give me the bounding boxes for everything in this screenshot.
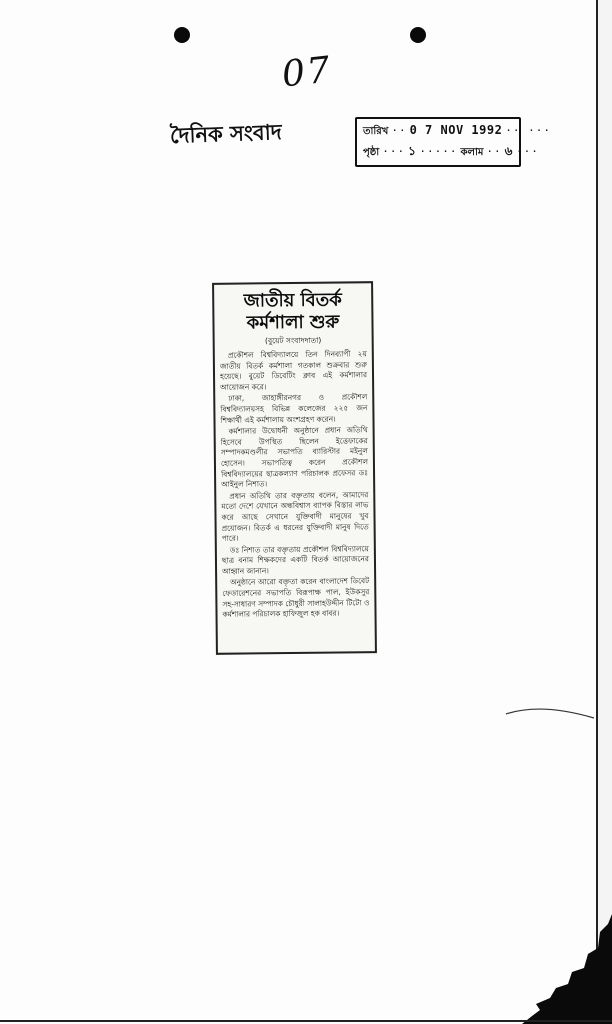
- headline-line-2: কর্মশালা শুরু: [246, 311, 340, 334]
- stamp-page-value: ১: [408, 144, 417, 158]
- stamp-page-label: পৃষ্ঠা: [363, 147, 380, 158]
- clipping-paragraph: ডঃ নিশাত তার বক্তৃতায় প্রকৌশল বিশ্ববিদ্যালয়ে ছাত্র বনাম শিক্ষকদের একটি বিতর্ক আয়োজনের আহ্বান জানান।: [221, 543, 370, 576]
- stamp-date-label: তারিখ: [363, 126, 389, 137]
- clipping-paragraph: অনুষ্ঠানে আরো বক্তৃতা করেন বাংলাদেশ ডিবেট ফেডারেশনের সভাপতি বিরূপাক্ষ পাল, ইউকসুর সহ-সাধারণ সম্পাদক চৌধুরী সালাহউদ্দীন টিটো ও কর্মশালার পরিচালক হাফিজুল হক বাবর।: [222, 576, 370, 620]
- headline-line-1: জাতীয় বিতর্ক: [243, 289, 342, 312]
- stamp-page-row: [363, 143, 539, 163]
- punch-hole-right: [410, 27, 426, 43]
- date-stamp: [355, 117, 552, 167]
- stamp-dots: ···: [382, 145, 406, 158]
- stamp-column-value: ৬: [504, 144, 513, 158]
- punch-hole-left: [174, 27, 190, 43]
- clipping-paragraph: প্রকৌশল বিশ্ববিদ্যালয়ে তিন দিনব্যাপী ২য় জাতীয় বিতর্ক কর্মশালা গতকাল শুক্রবার শুরু হয়েছে। বুয়েট ডিবেটিং ক্লাব এই কর্মশালার আয়োজন করে।: [219, 349, 368, 392]
- pen-stroke-mark: [500, 700, 600, 740]
- torn-corner: [522, 914, 612, 1024]
- newspaper-source: দৈনিক সংবাদ: [169, 120, 283, 148]
- clipping-paragraph: কর্মশালার উদ্বোধনী অনুষ্ঠানে প্রধান অতিথি হিসেবে উপস্থিত ছিলেন ইত্তেফাকের সম্পাদকমণ্ডলীর সভাপতি ব্যারিস্টার মইনুল হোসেন। সভাপতিত্ব করেন প্রকৌশল বিশ্ববিদ্যালয়ের ছাত্রকল্যাণ পরিচালক প্রফেসর ডঃ আইনুল নিশাত।: [220, 425, 369, 489]
- page-bottom-edge: [0, 1020, 612, 1022]
- binder-edge: [596, 0, 612, 1024]
- news-clipping: [212, 281, 377, 655]
- clipping-byline: (বুয়েট সংবাদদাতা): [264, 335, 322, 346]
- stamp-dots: ·· ···: [505, 124, 552, 137]
- clipping-paragraph: ঢাকা, জাহাঙ্গীরনগর ও প্রকৌশল বিশ্ববিদ্যালয়সহ বিভিন্ন কলেজের ২২৫ জন শিক্ষার্থী এই কর্মশালায় অংশগ্রহণ করেন।: [220, 392, 368, 425]
- stamp-date-value: 0 7 NOV 1992: [409, 123, 503, 137]
- clipping-paragraph: প্রধান অতিথি তার বক্তৃতায় বলেন, আমাদের মতো দেশে যেখানে অন্ধবিশ্বাস ব্যাপক বিস্তার লাভ করে আছে সেখানে যুক্তিবাদী মানুষের খুব প্রয়োজন। বিতর্ক এ ধরনের যুক্তিবাদী মানুষ দিতে পারে।: [221, 489, 369, 543]
- stamp-dots: ·····: [419, 145, 458, 158]
- clipping-headline: [219, 289, 366, 335]
- archive-number: 07: [279, 49, 334, 96]
- stamp-dots: ···: [515, 145, 539, 158]
- stamp-column-label: কলাম: [460, 147, 484, 158]
- stamp-date-row: [363, 123, 552, 143]
- stamp-dots: ··: [391, 124, 407, 137]
- clipping-body: [220, 349, 370, 620]
- stamp-dots: ··: [486, 145, 502, 158]
